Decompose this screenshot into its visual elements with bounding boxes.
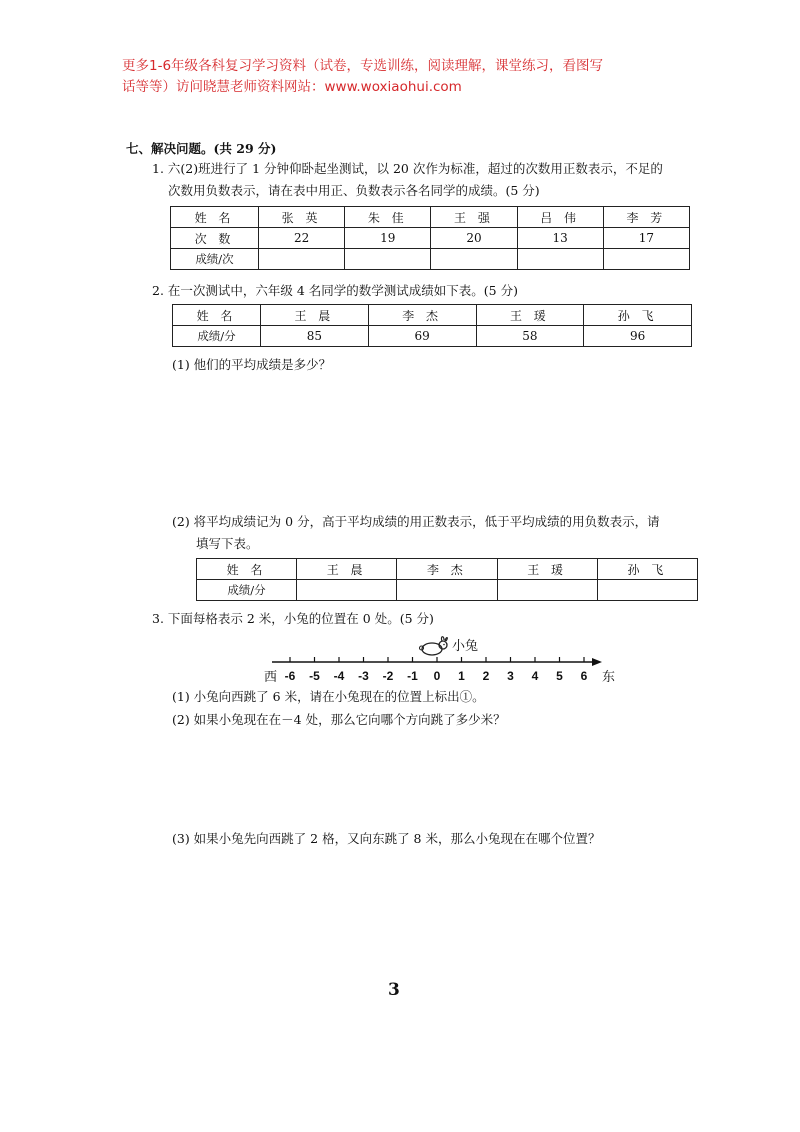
answer-cell[interactable] [603, 249, 689, 270]
answer-cell[interactable] [497, 580, 597, 601]
number-line [258, 632, 618, 682]
row-label-name: 姓 名 [171, 207, 259, 228]
number-line-tick-label: -5 [309, 669, 320, 682]
q1-text-line-1: 1. 六(2)班进行了 1 分钟仰卧起坐测试，以 20 次作为标准，超过的次数用正数表示，不足的 [152, 161, 663, 176]
q1-text-line-2: 次数用负数表示，请在表中用正、负数表示各名同学的成绩。(5 分) [168, 183, 540, 198]
answer-cell[interactable] [517, 249, 603, 270]
score-cell: 85 [261, 326, 369, 347]
q2-sub-1: (1) 他们的平均成绩是多少？ [172, 357, 332, 372]
student-name: 李 杰 [397, 559, 497, 580]
number-line-tick-label: 6 [580, 669, 588, 682]
table-row [171, 249, 690, 270]
student-name: 李 芳 [603, 207, 689, 228]
row-label-result: 成绩/次 [171, 249, 259, 270]
student-name: 孙 飞 [597, 559, 697, 580]
count-cell: 20 [431, 228, 517, 249]
row-label-count: 次 数 [171, 228, 259, 249]
table-row [171, 228, 690, 249]
page-number: 3 [388, 980, 400, 1000]
count-cell: 17 [603, 228, 689, 249]
number-line-tick-label: 3 [507, 669, 514, 682]
q2-sub-2-line-2: 填写下表。 [196, 536, 259, 551]
student-name: 张 英 [259, 207, 345, 228]
table-row [197, 559, 698, 580]
q3-sub-1: (1) 小兔向西跳了 6 米，请在小兔现在的位置上标出①。 [172, 689, 485, 704]
promo-line-2: 话等等）访问晓慧老师资料网站：www.woxiaohui.com [122, 79, 462, 95]
number-line-tick-label: 0 [433, 669, 441, 682]
student-name: 王 强 [431, 207, 517, 228]
student-name: 孙 飞 [584, 305, 692, 326]
promo-banner [122, 56, 702, 98]
number-line-tick-label: 2 [482, 669, 490, 682]
q2-answer-table [196, 558, 698, 601]
row-label-score: 成绩/分 [197, 580, 297, 601]
number-line-tick-label: 1 [458, 669, 465, 682]
row-label-name: 姓 名 [197, 559, 297, 580]
student-name: 王 瑗 [497, 559, 597, 580]
table-row [173, 305, 692, 326]
row-label-score: 成绩/分 [173, 326, 261, 347]
answer-cell[interactable] [431, 249, 517, 270]
q3-text-line-1: 3. 下面每格表示 2 米，小兔的位置在 0 处。(5 分) [152, 611, 434, 626]
student-name: 朱 佳 [345, 207, 431, 228]
row-label-name: 姓 名 [173, 305, 261, 326]
q2-text-line-1: 2. 在一次测试中，六年级 4 名同学的数学测试成绩如下表。(5 分) [152, 283, 518, 298]
q2-table [172, 304, 692, 347]
number-line-tick-label: 4 [531, 669, 539, 682]
score-cell: 69 [368, 326, 476, 347]
answer-cell[interactable] [345, 249, 431, 270]
student-name: 王 晨 [297, 559, 397, 580]
number-line-tick-label: -6 [284, 669, 296, 682]
answer-cell[interactable] [397, 580, 497, 601]
west-label: 西 [264, 670, 278, 682]
q2-sub-2-line-1: (2) 将平均成绩记为 0 分，高于平均成绩的用正数表示，低于平均成绩的用负数表示，请 [172, 514, 660, 529]
table-row [171, 207, 690, 228]
number-line-tick-label: -4 [333, 669, 345, 682]
score-cell: 96 [584, 326, 692, 347]
count-cell: 22 [259, 228, 345, 249]
rabbit-label: 小兔 [452, 639, 479, 654]
east-label: 东 [602, 670, 616, 682]
number-line-tick-label: 5 [556, 669, 563, 682]
answer-cell[interactable] [297, 580, 397, 601]
section-title: 七、解决问题。(共 29 分) [126, 141, 277, 156]
score-cell: 58 [476, 326, 584, 347]
number-line-tick-label: -2 [382, 669, 394, 682]
number-line-svg [258, 632, 618, 682]
q3-sub-2: (2) 如果小兔现在在－4 处，那么它向哪个方向跳了多少米？ [172, 712, 506, 727]
student-name: 王 晨 [261, 305, 369, 326]
table-row [173, 326, 692, 347]
count-cell: 13 [517, 228, 603, 249]
promo-line-1: 更多1-6年级各科复习学习资料（试卷，专选训练，阅读理解，课堂练习，看图写 [122, 58, 604, 74]
number-line-tick-label: -3 [358, 669, 369, 682]
q1-table [170, 206, 690, 270]
answer-cell[interactable] [597, 580, 697, 601]
q3-sub-3: (3) 如果小兔先向西跳了 2 格，又向东跳了 8 米，那么小兔现在在哪个位置？ [172, 831, 601, 846]
student-name: 王 瑗 [476, 305, 584, 326]
number-line-tick-label: -1 [407, 669, 418, 682]
table-row [197, 580, 698, 601]
answer-cell[interactable] [259, 249, 345, 270]
student-name: 吕 伟 [517, 207, 603, 228]
student-name: 李 杰 [368, 305, 476, 326]
count-cell: 19 [345, 228, 431, 249]
